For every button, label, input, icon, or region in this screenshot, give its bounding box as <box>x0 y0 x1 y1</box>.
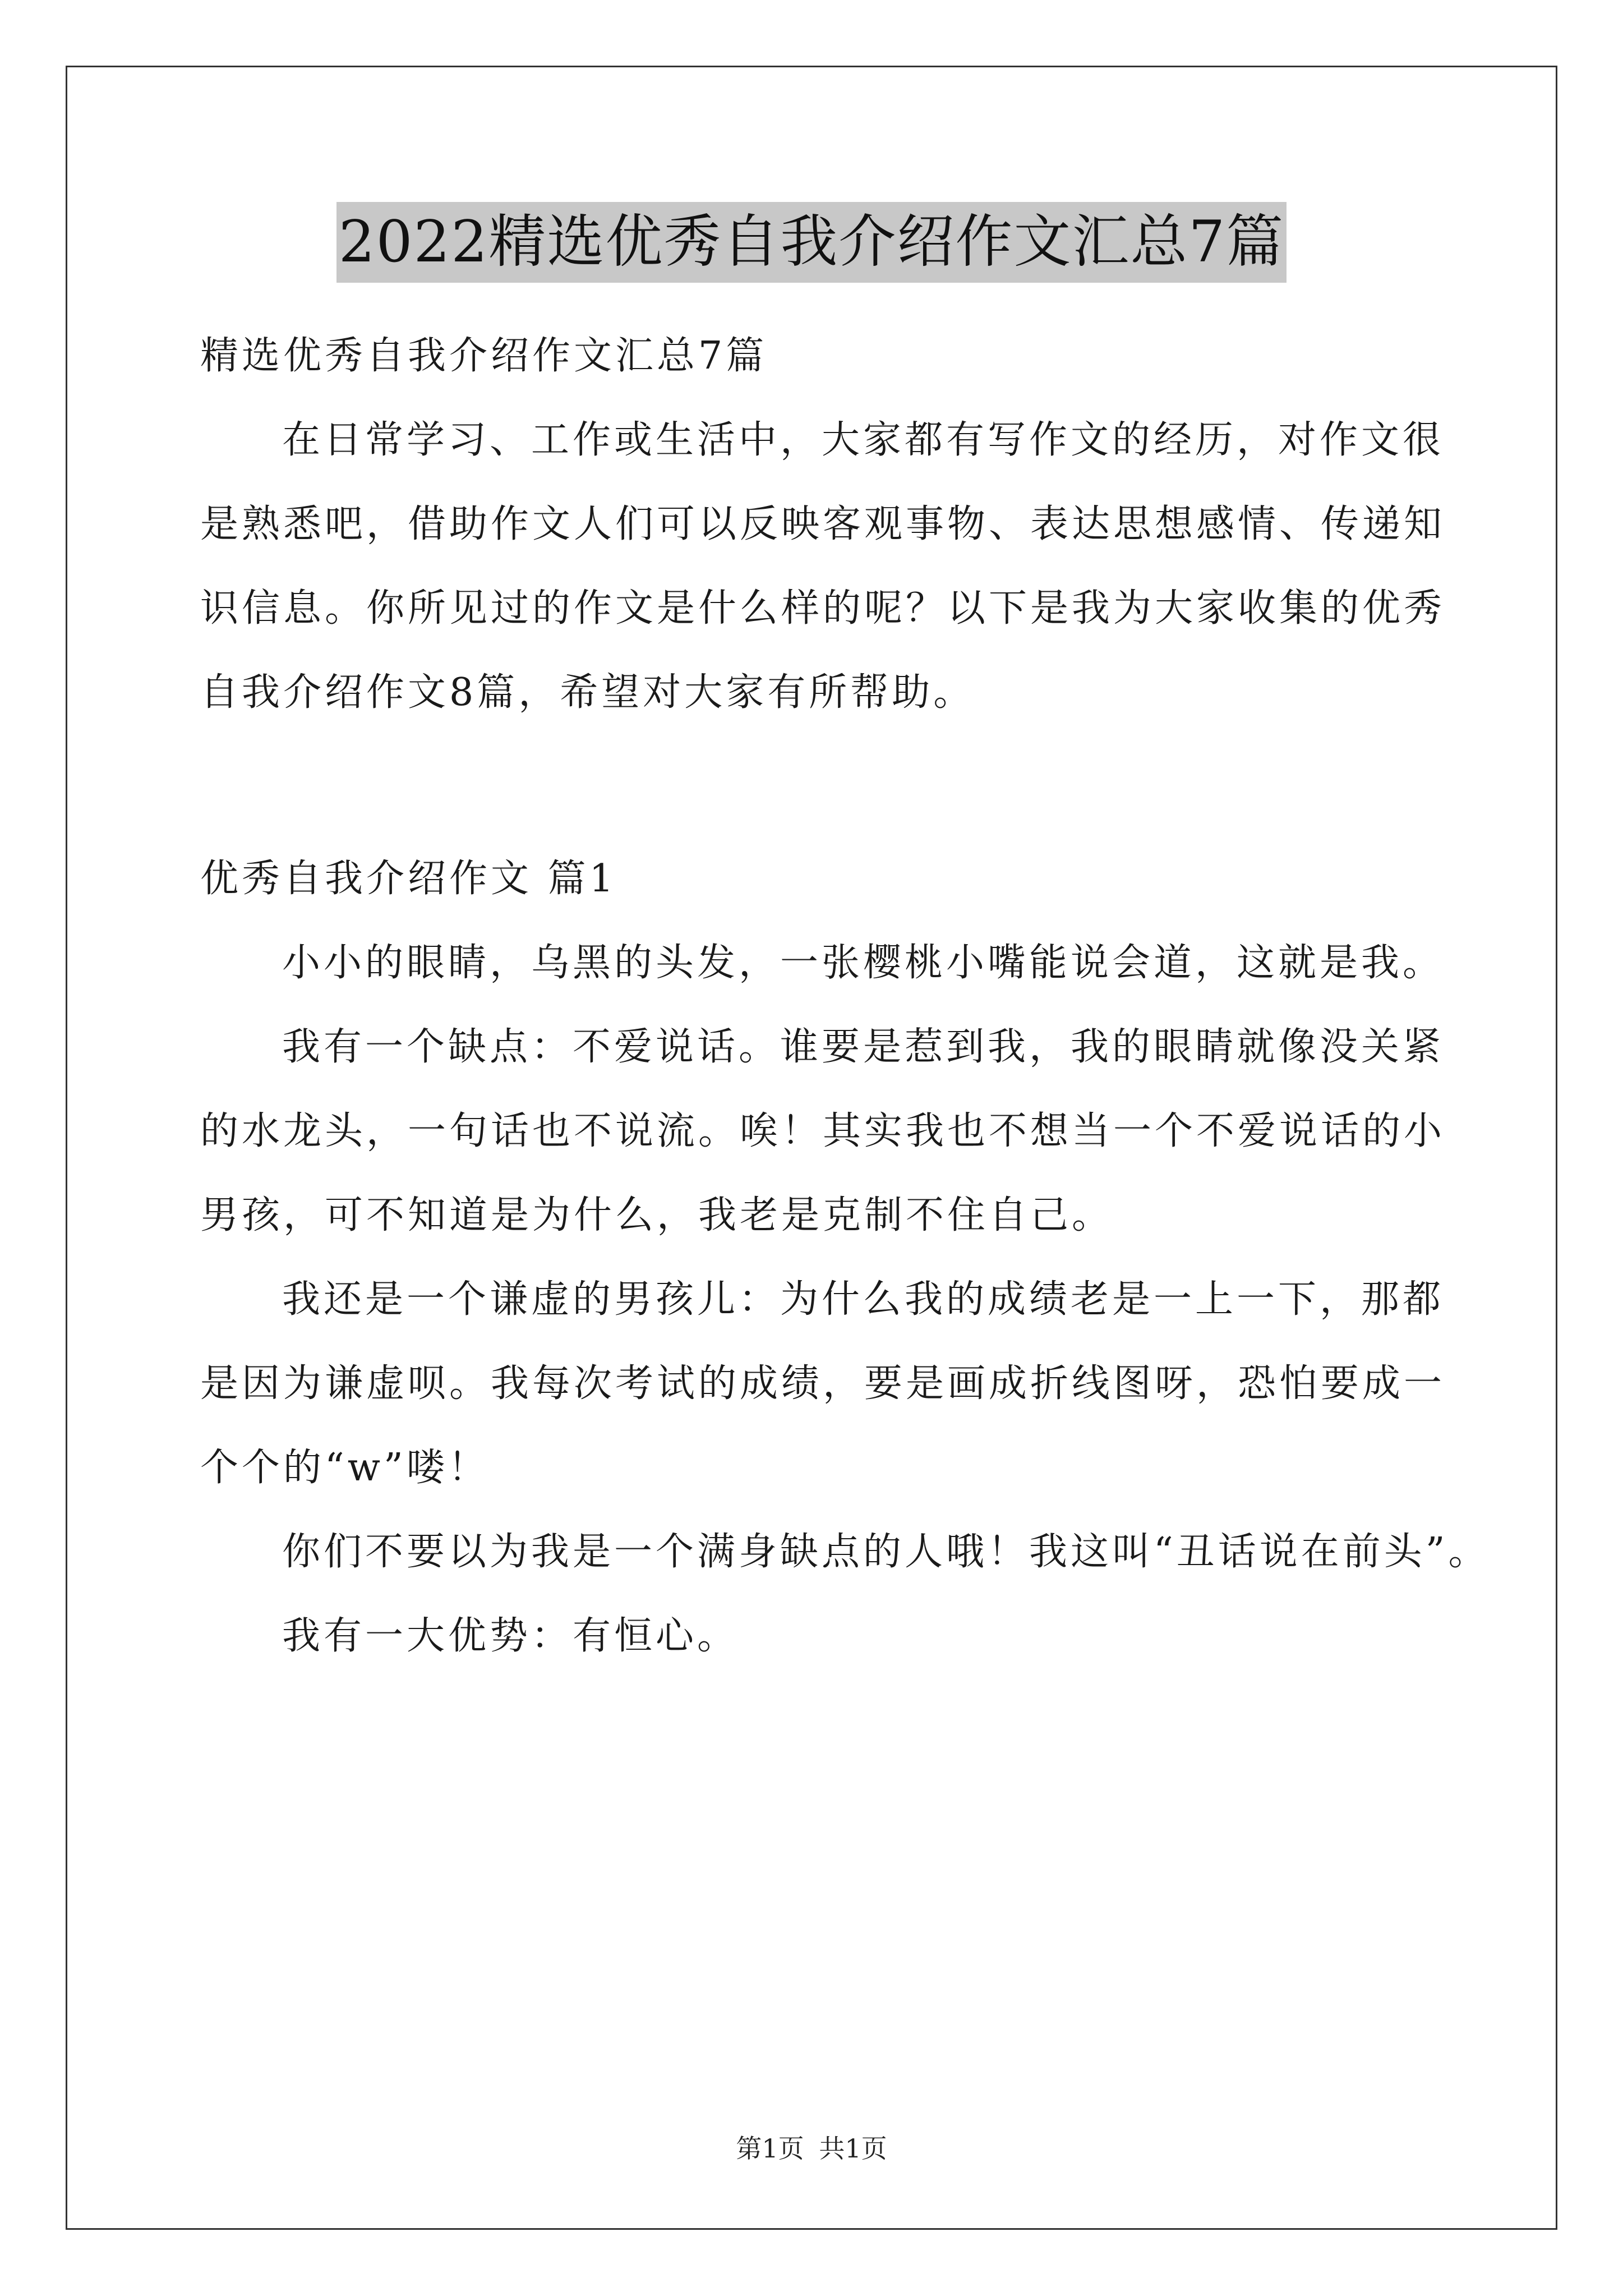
body-line: 是因为谦虚呗。我每次考试的成绩，要是画成折线图呀，恐怕要成一 <box>200 1361 1446 1406</box>
body-line: 你们不要以为我是一个满身缺点的人哦！我这叫“丑话说在前头”。 <box>282 1530 1490 1574</box>
document-body <box>200 314 1490 1678</box>
body-line: 我有一大优势：有恒心。 <box>282 1614 739 1658</box>
page-number: 第1页 <box>736 2133 804 2164</box>
page-total: 共1页 <box>819 2133 887 2164</box>
body-line: 个个的“w”喽！ <box>200 1446 490 1490</box>
intro-line: 在日常学习、工作或生活中，大家都有写作文的经历，对作文很 <box>282 418 1445 462</box>
body-line: 小小的眼睛，乌黑的头发，一张樱桃小嘴能说会道，这就是我。 <box>282 941 1445 985</box>
intro-line: 识信息。你所见过的作文是什么样的呢？以下是我为大家收集的优秀 <box>200 586 1446 631</box>
body-line: 男孩，可不知道是为什么，我老是克制不住自己。 <box>200 1193 1114 1237</box>
intro-line: 是熟悉吧，借助作文人们可以反映客观事物、表达思想感情、传递知 <box>200 502 1446 546</box>
section-heading: 优秀自我介绍作文 篇1 <box>200 857 617 901</box>
section-gap <box>200 735 1473 837</box>
document-title: 2022精选优秀自我介绍作文汇总7篇 <box>336 202 1287 283</box>
intro-line: 自我介绍作文8篇，希望对大家有所帮助。 <box>200 670 975 715</box>
page-footer <box>0 2132 1623 2165</box>
document-subtitle: 精选优秀自我介绍作文汇总7篇 <box>200 334 768 378</box>
body-line: 的水龙头，一句话也不说流。唉！其实我也不想当一个不爱说话的小 <box>200 1109 1446 1153</box>
title-container <box>0 202 1623 283</box>
body-line: 我还是一个谦虚的男孩儿：为什么我的成绩老是一上一下，那都 <box>282 1277 1445 1322</box>
body-line: 我有一个缺点：不爱说话。谁要是惹到我，我的眼睛就像没关紧 <box>282 1025 1445 1069</box>
